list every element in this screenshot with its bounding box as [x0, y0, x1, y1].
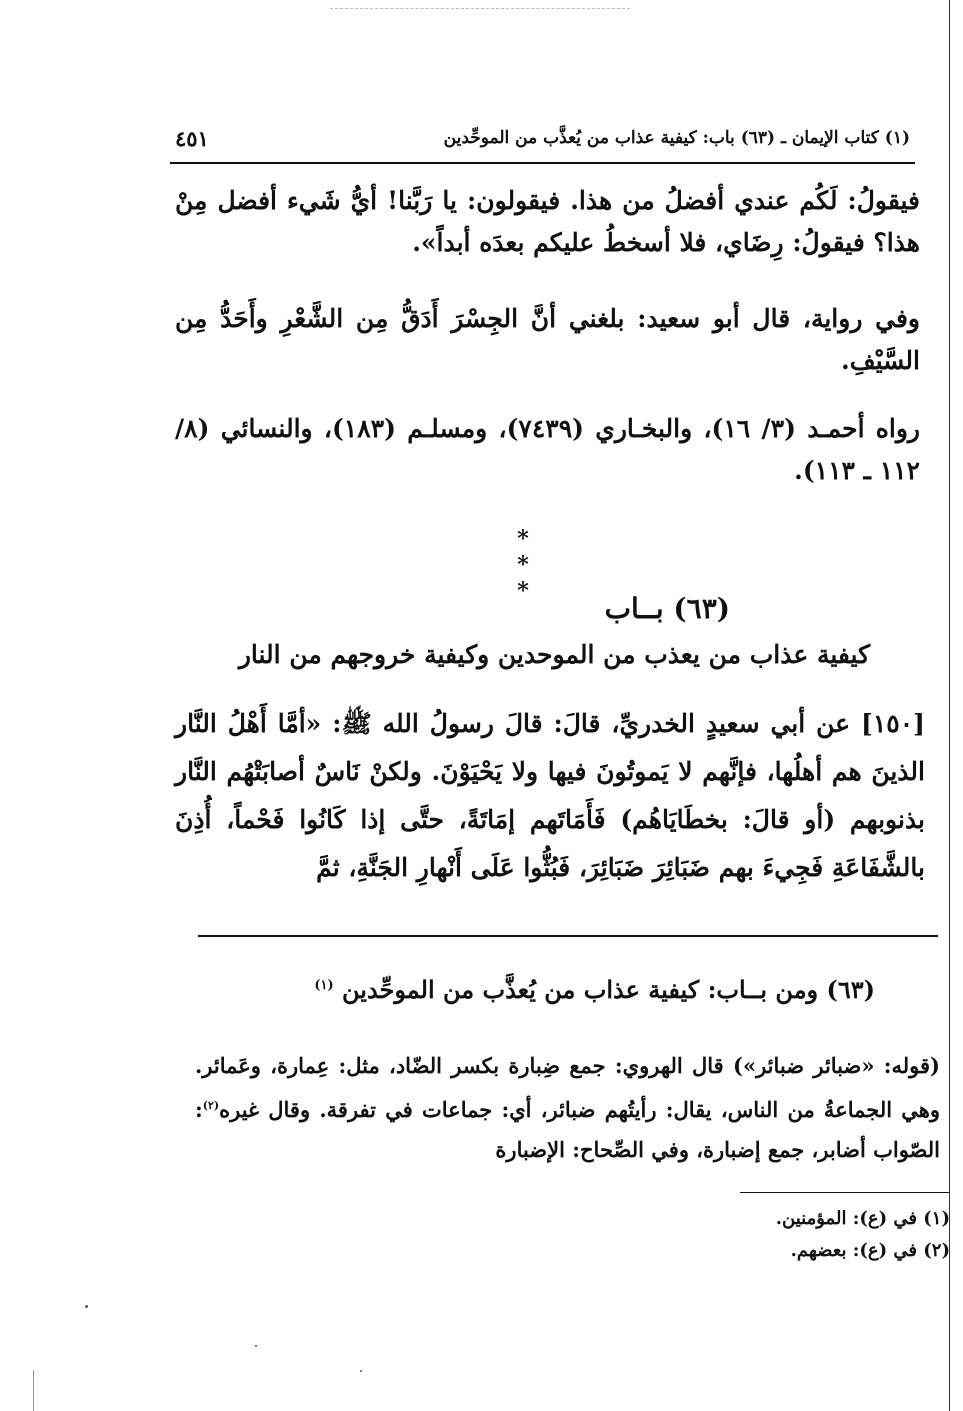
paragraph-2: وفي رواية، قال أبو سعيد: بلغني أنَّ الجِسْرَ أَدَقُّ مِن الشَّعْرِ وأَحَدُّ مِن السَّيْفِ. — [175, 304, 920, 375]
footnote-2: (٢) في (ع): بعضهم. — [790, 1240, 950, 1261]
footnote-1: (١) في (ع): المؤمنين. — [775, 1208, 950, 1229]
chapter-title: كيفية عذاب من يعذب من الموحدين وكيفية خروجهم من النار — [238, 640, 870, 669]
paragraph-citation: رواه أحمـد (٣/ ١٦)، والبخـاري (٧٤٣٩)، ومسلـم (١٨٣)، والنسائي (٨/ ١١٢ ـ ١١٣). — [175, 414, 920, 485]
section-separator: * * * — [517, 526, 593, 604]
running-header-title: (١) كتاب الإيمان ـ (٦٣) باب: كيفية عذاب من يُعذَّب من الموحِّدين — [443, 128, 910, 148]
footnote-rule — [740, 1192, 950, 1193]
footnote-ref-1: (١) — [314, 978, 334, 993]
scan-edge-right — [949, 0, 950, 1411]
commentary-text-part1: (قوله: «ضبائر ضبائر») قال الهروي: جمع ضِبارة بكسر الضّاد، مثل: عِمارة، وعَمائر. وهي الجماعةُ من الناس، يقال: رأيتُهم ضبائر، أي: جماعات في تفرقة. وقال غيره — [195, 1053, 940, 1122]
paragraph-1: فيقولُ: لَكُم عندي أفضلُ من هذا. فيقولون: يا رَبَّنا! أيُّ شَيء أفضل مِنْ هذا؟ فيقولُ: رِضَاي، فلا أسخطُ عليكم بعدَه أبداً». — [175, 186, 920, 257]
commentary-heading — [200, 975, 875, 1004]
scan-speck — [85, 1305, 88, 1308]
chapter-heading: (٦٣) بــاب — [604, 592, 730, 625]
footnote-ref-2: (٢) — [202, 1099, 220, 1112]
commentary-text — [195, 1046, 940, 1170]
main-text-rule — [198, 935, 938, 937]
scan-speck — [360, 1370, 362, 1372]
scan-speck — [255, 1345, 257, 1347]
page-number: ٤٥١ — [175, 126, 209, 151]
scan-edge-left — [33, 1370, 34, 1411]
commentary-text-part2: : الصّواب أضابر، جمع إضبارة، وفي الصِّحاح: الإضبارة — [195, 1097, 940, 1162]
header-rule — [170, 162, 915, 164]
commentary-heading-text: (٦٣) ومن بــاب: كيفية عذاب من يُعذَّب من الموحِّدين — [342, 975, 875, 1004]
scan-edge-top — [330, 8, 630, 9]
running-header — [175, 120, 910, 160]
hadith-text: [١٥٠] عن أبي سعيدٍ الخدريِّ، قالَ: قالَ رسولُ الله ﷺ: «أمَّا أَهْلُ النَّار الذينَ هم أهلُها، فإنَّهم لا يَموتُونَ فيها ولا يَحْيَوْنَ. ولكنْ نَاسٌ أصابَتْهُم النَّار بذنوبهم (أو قالَ: بخطَايَاهُم) فَأَمَاتَهم إمَاتَةً، حتَّى إذا كَانُوا فَحْماً، أُذِنَ بالشَّفَاعَةِ فَجِيءَ بهم ضَبَائِرَ ضَبَائِرَ، فَبُثُّوا عَلَى أَنْهارِ الجَنَّةِ، ثمَّ — [175, 709, 925, 882]
